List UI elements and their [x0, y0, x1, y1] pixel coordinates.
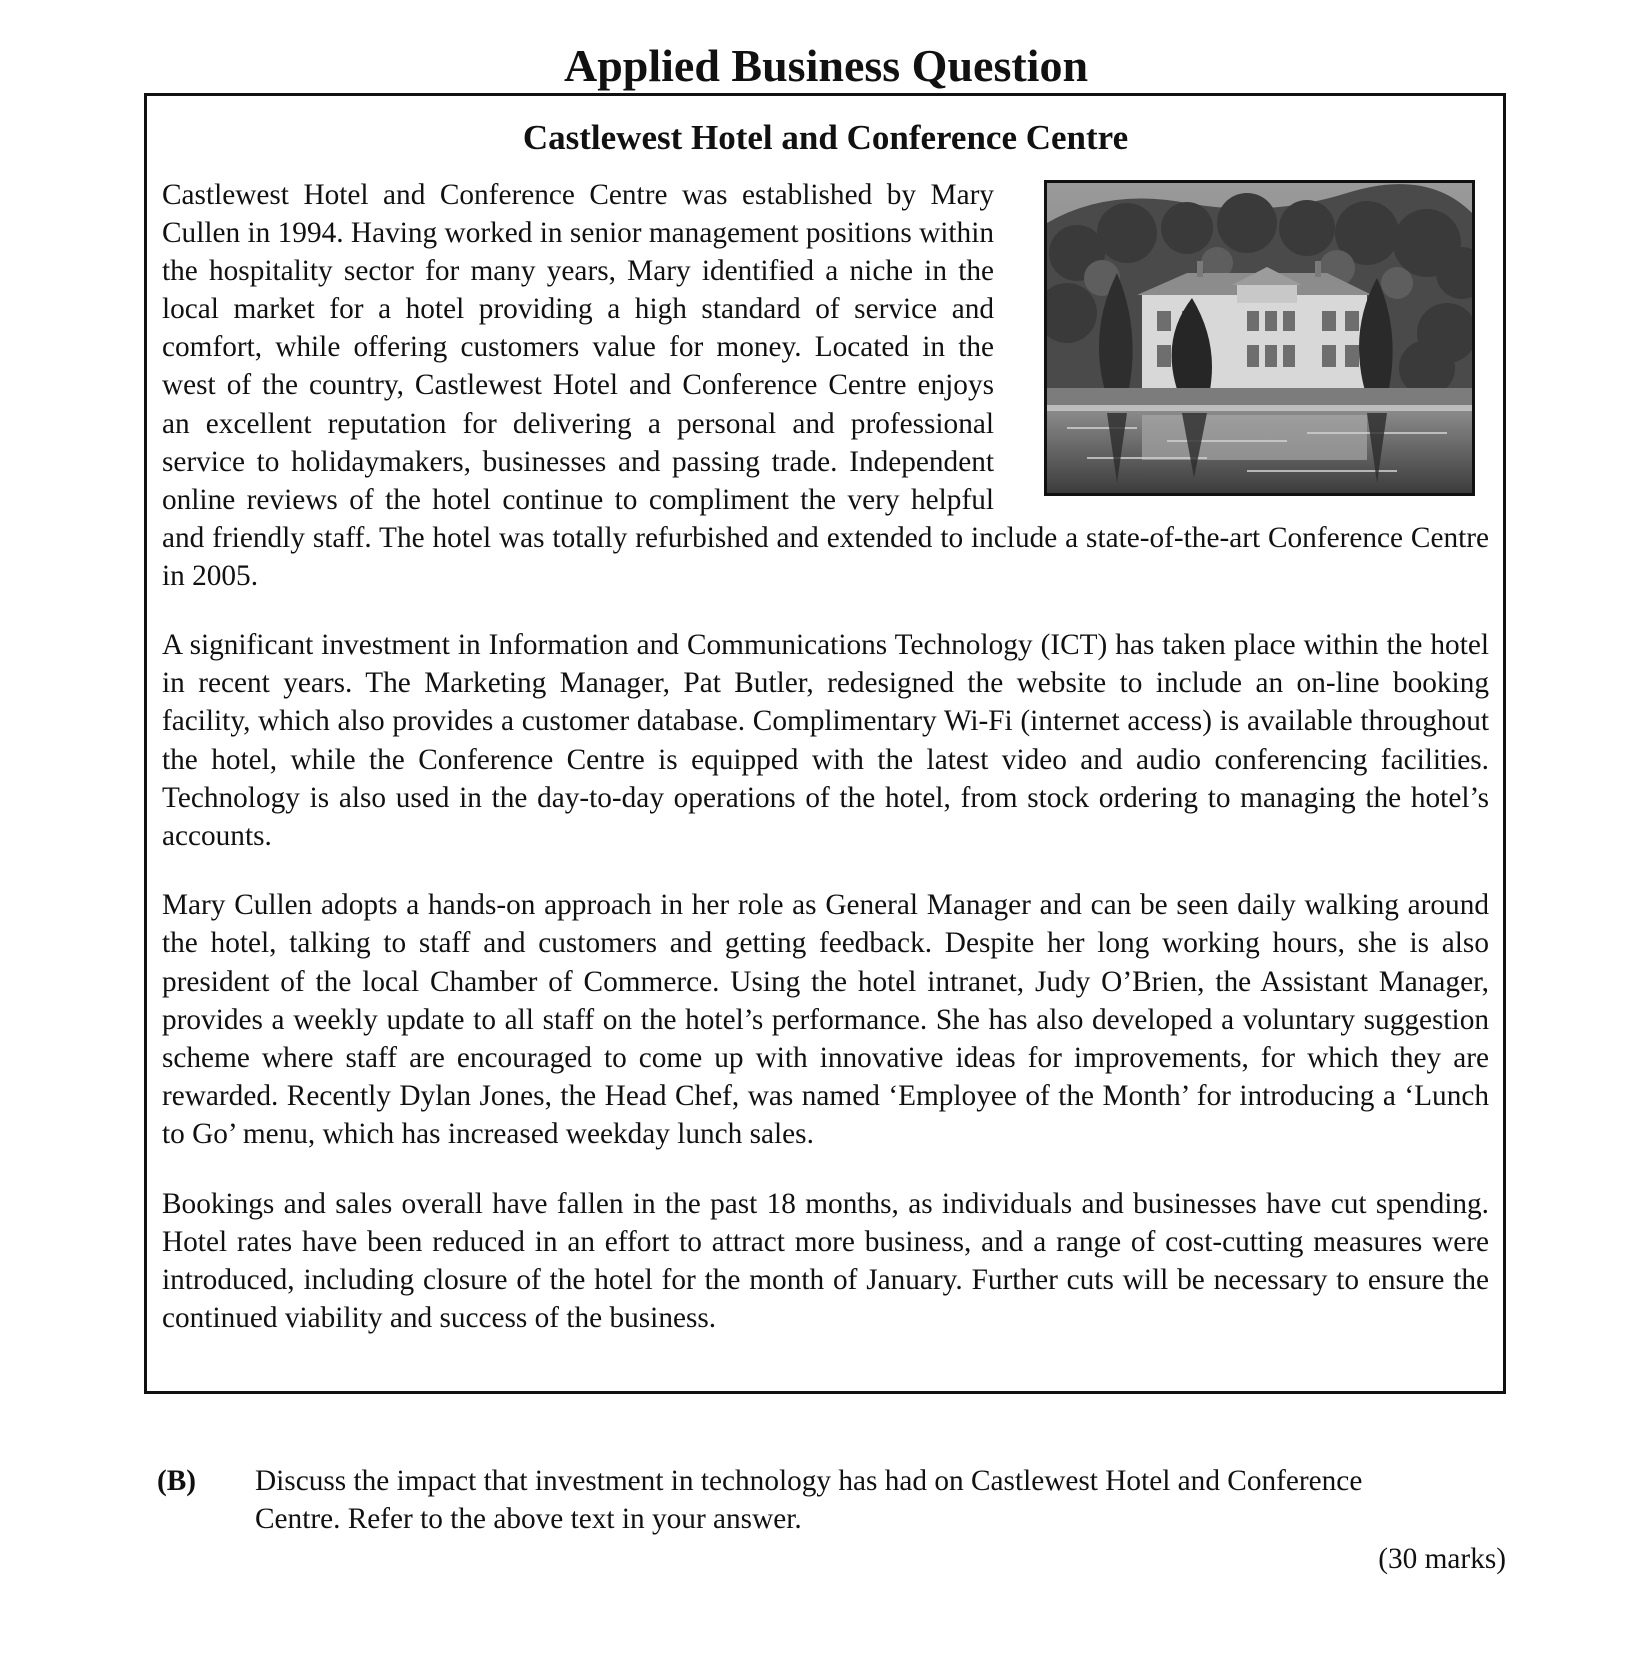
- case-paragraph-1: Castlewest Hotel and Conference Centre was established by Mary Cullen in 1994. Having worked in senior management positions within the hospitality sector for many years, Mary identified a niche in the local market for a hotel providing a high standard of service and comfort, while offering customers value for money. Located in the west of the country, Castlewest Hotel and Conference Centre enjoys an excellent reputation for delivering a personal and professional service to holidaymakers, businesses and passing trade. Independent online reviews of the hotel continue to compliment the very helpful and friendly staff. The hotel was totally refurbished and extended to include a state-of-the-art Conference Centre in 2005.: [162, 179, 1489, 592]
- question-label: (B): [157, 1465, 197, 1497]
- case-paragraph-4: Bookings and sales overall have fallen in the past 18 months, as individuals and businesses have cut spending. Hotel rates have been reduced in an effort to attract more business, and a range of cost-cutting measures were introduced, including closure of the hotel for the month of January. Further cuts will be necessary to ensure the continued viability and success of the business.: [162, 1187, 1489, 1335]
- page-title: Applied Business Question: [563, 40, 1089, 91]
- case-study-box: [144, 93, 1506, 1394]
- question-text: Discuss the impact that investment in technology has had on Castlewest Hotel and Conference Centre. Refer to the above text in your answer.: [255, 1465, 1363, 1535]
- case-paragraph-3: Mary Cullen adopts a hands-on approach in her role as General Manager and can be seen daily walking around the hotel, talking to staff and customers and getting feedback. Despite her long working hours, she is also president of the local Chamber of Commerce. Using the hotel intranet, Judy O’Brien, the Assistant Manager, provides a weekly update to all staff on the hotel’s performance. She has also developed a voluntary suggestion scheme where staff are encouraged to come up with innovative ideas for improvements, for which they are rewarded. Recently Dylan Jones, the Head Chef, was named ‘Employee of the Month’ for introducing a ‘Lunch to Go’ menu, which has increased weekday lunch sales.: [162, 889, 1489, 1151]
- case-study-title: Castlewest Hotel and Conference Centre: [522, 118, 1129, 157]
- case-paragraph-2: A significant investment in Information and Communications Technology (ICT) has taken place within the hotel in recent years. The Marketing Manager, Pat Butler, redesigned the website to include an on-line booking facility, which also provides a customer database. Complimentary Wi-Fi (internet access) is available throughout the hotel, while the Conference Centre is equipped with the latest video and audio conferencing facilities. Technology is also used in the day-to-day operations of the hotel, from stock ordering to managing the hotel’s accounts.: [162, 629, 1489, 853]
- hotel-photo: [1044, 180, 1475, 496]
- question-marks: (30 marks): [1378, 1543, 1506, 1575]
